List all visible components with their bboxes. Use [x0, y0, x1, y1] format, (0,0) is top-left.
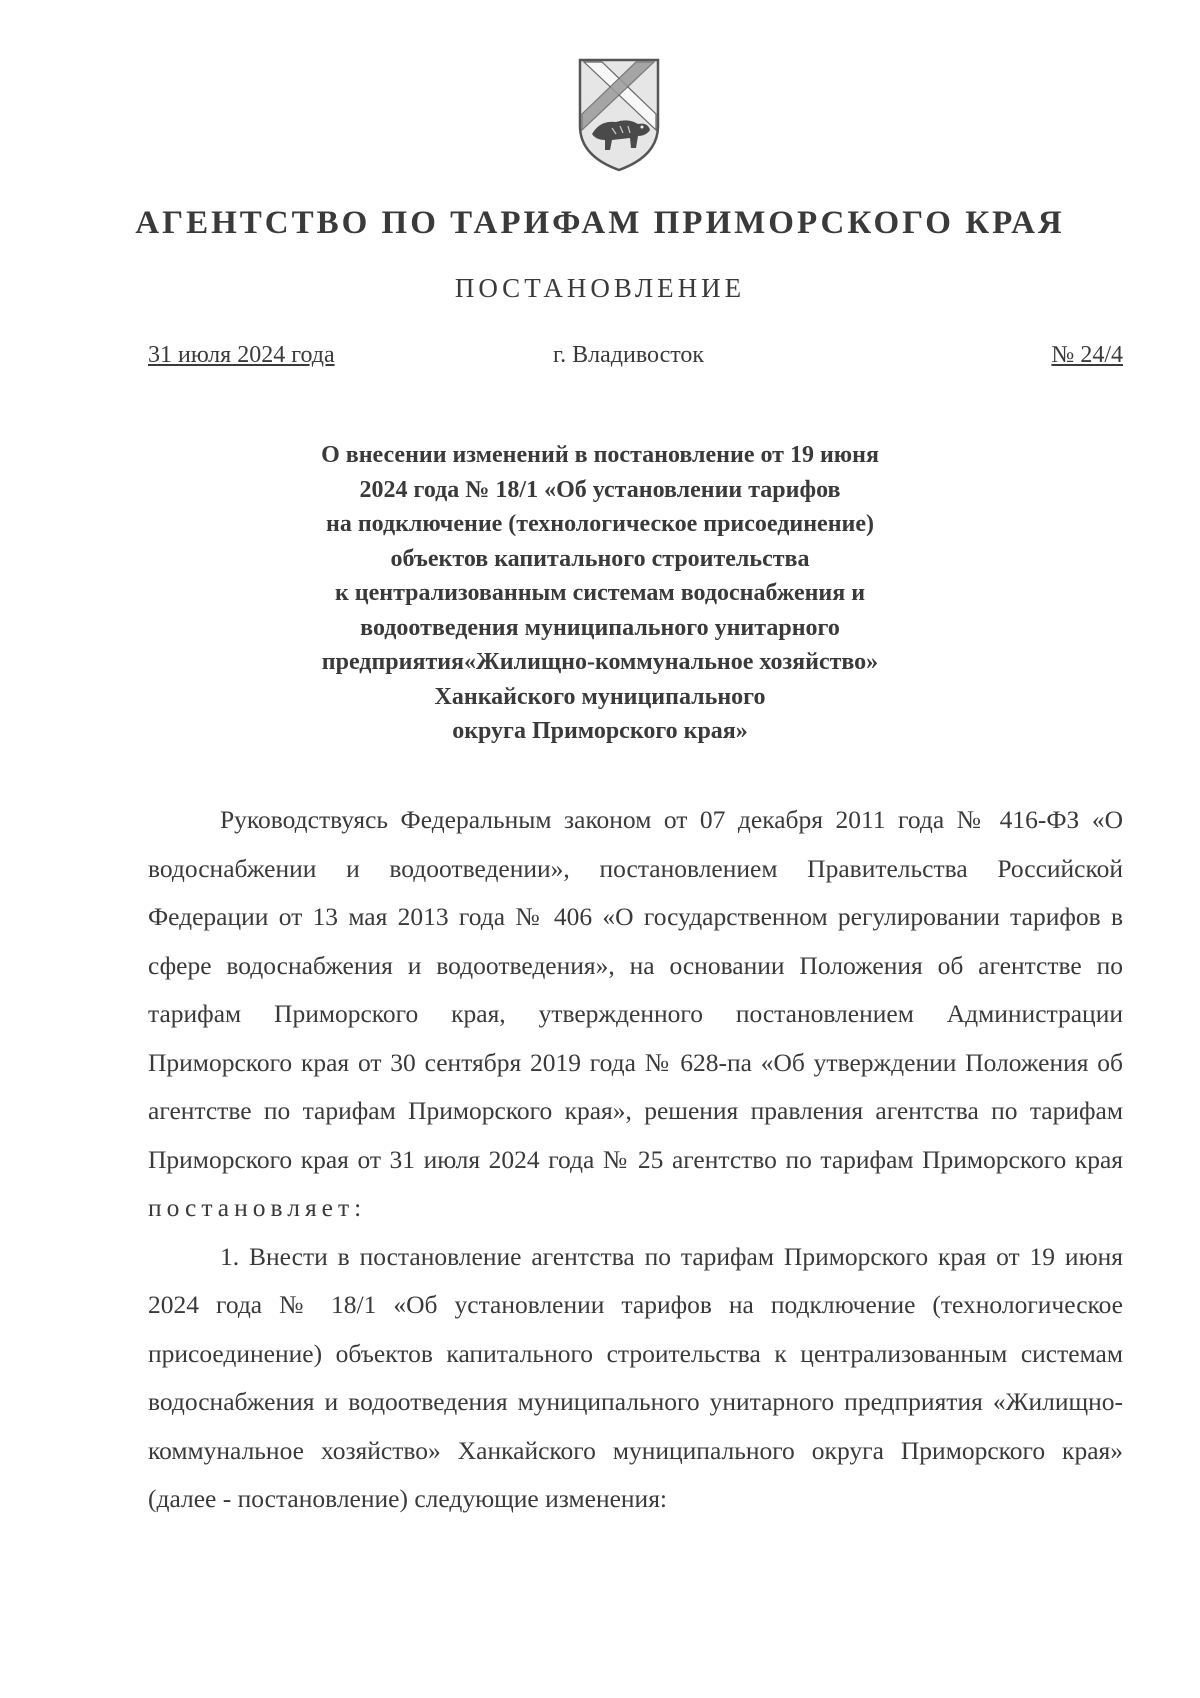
title-line: округа Приморского края» — [452, 718, 748, 744]
title-line: объектов капитального строительства — [390, 545, 810, 572]
document-type: ПОСТАНОВЛЕНИЕ — [454, 273, 746, 303]
body-paragraph-preamble — [148, 796, 1123, 1233]
title-line: водоотведения муниципального унитарного — [360, 614, 840, 641]
document-title — [250, 438, 950, 749]
document-body — [148, 796, 1123, 1524]
document-meta-row — [148, 342, 1123, 376]
document-city: г. Владивосток — [553, 342, 705, 368]
document-date: 31 июля 2024 года — [148, 342, 335, 368]
title-line: Ханкайского муниципального — [434, 683, 766, 710]
resolves-verb: постановляет: — [148, 1193, 367, 1222]
title-line: к централизованным системам водоснабжения и — [334, 580, 866, 606]
agency-title: АГЕНТСТВО ПО ТАРИФАМ ПРИМОРСКОГО КРАЯ — [135, 205, 1065, 241]
document-number: № 24/4 — [1051, 342, 1123, 368]
coat-of-arms-icon — [576, 56, 662, 174]
title-line: 2024 года № 18/1 «Об установлении тарифов — [359, 476, 841, 503]
title-line: О внесении изменений в постановление от 19 июня — [321, 442, 879, 468]
title-line: на подключение (технологическое присоединение) — [325, 511, 874, 537]
title-line: предприятия«Жилищно-коммунальное хозяйство» — [321, 649, 879, 675]
body-paragraph-item-1: 1. Внести в постановление агентства по тарифам Приморского края от 19 июня 2024 года № 18/1 «Об установлении тарифов на подключение (технологическое присоединение) объектов капитального строительства к централизованным системам водоснабжения и водоотведения муниципального унитарного предприятия «Жилищно-коммунальное хозяйство» Ханкайского муниципального округа Приморского края» (далее - постановление) следующие изменения: — [148, 1241, 1123, 1513]
preamble-text: Руководствуясь Федеральным законом от 07 декабря 2011 года № 416-ФЗ «О водоснабжении и водоотведении», постановлением Правительства Российской Федерации от 13 мая 2013 года № 406 «О государственном регулировании тарифов в сфере водоснабжения и водоотведения», на основании Положения об агентстве по тарифам Приморского края, утвержденного постановлением Администрации Приморского края от 30 сентября 2019 года № 628-па «Об утверждении Положения об агентстве по тарифам Приморского края», решения правления агентства по тарифам Приморского края от 31 июля 2024 года № 25 агентство по тарифам Приморского края — [148, 805, 1123, 1174]
